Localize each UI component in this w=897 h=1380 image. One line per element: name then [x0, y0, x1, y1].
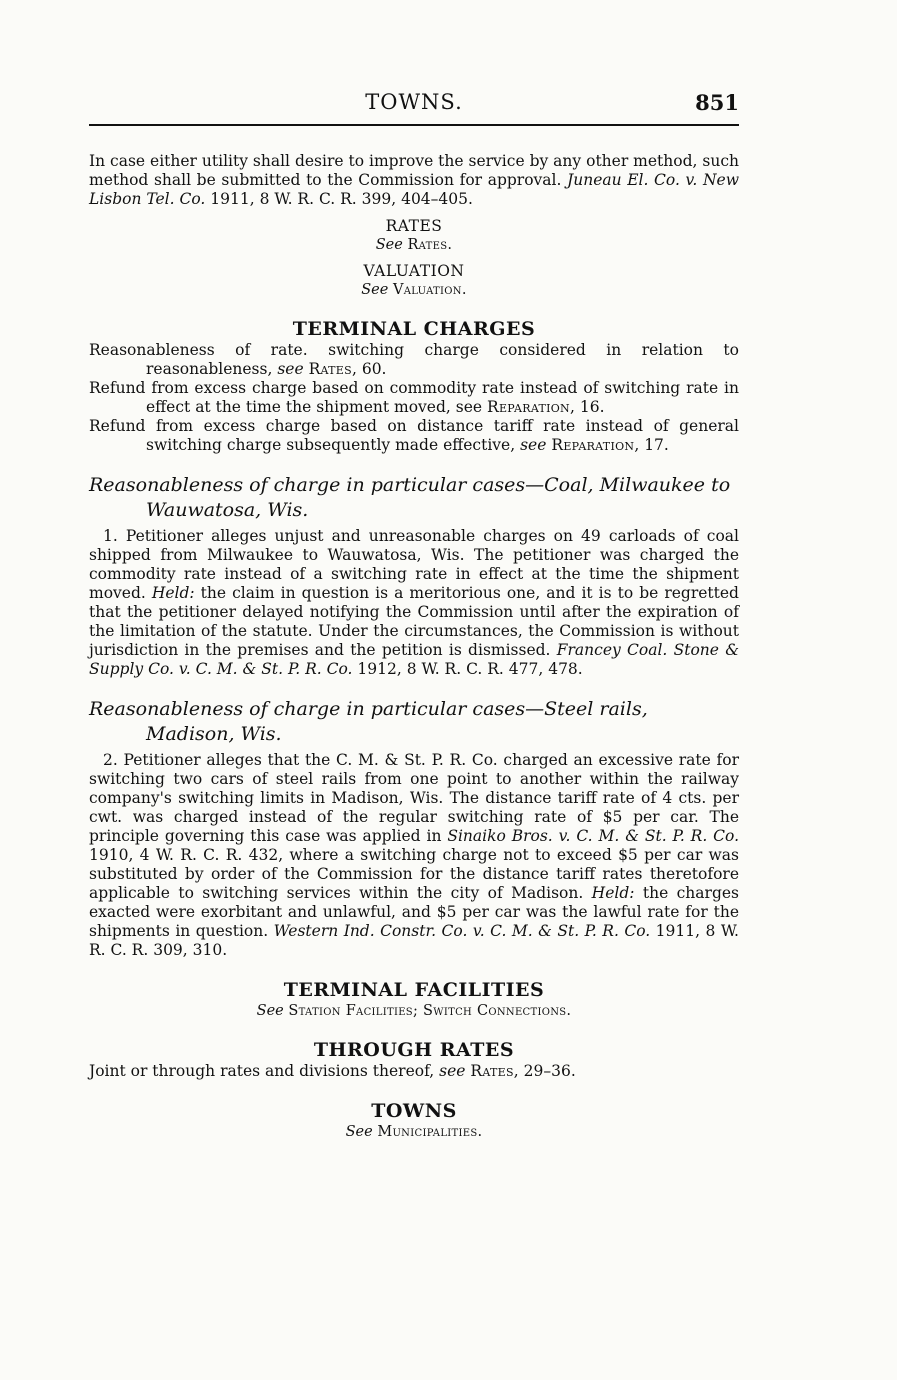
case1-citation: Francey Coal. Stone & Supply Co. v. C. M. & St. P. R. Co. [89, 641, 739, 678]
see-word: see [520, 436, 547, 454]
case-text: the charges exacted were exorbitant and unlawful, and $5 per car was the lawful rate for the shipments in question. [89, 884, 739, 940]
see-word: See [345, 1124, 373, 1140]
entry-num: , 60. [351, 360, 387, 378]
towns-see [89, 1123, 739, 1141]
running-head [89, 90, 739, 124]
valuation-ref: Valuation. [392, 282, 467, 298]
entry-ref: Reparation [551, 436, 635, 454]
see-word: See [256, 1003, 284, 1019]
case-text: 2. Petitioner alleges that the C. M. & St. P. R. Co. charged an excessive rate for switching two cars of steel rails from one point to another within the railway company's switching limits in Madison, Wis. The distance tariff rate of 4 cts. per cwt. was charged instead of the regular switching rate of $5 per car. The principle governing this case was applied in [89, 751, 739, 845]
see-word: See [361, 282, 389, 298]
case-text: 1911, 8 W. R. C. R. 309, 310. [89, 922, 739, 959]
terminal-charges-heading: TERMINAL CHARGES [292, 318, 536, 340]
intro-text: In case either utility shall desire to improve the service by any other method, such method shall be submitted to the Commission for approval. [89, 152, 739, 189]
terminal-charges-entry-1 [89, 341, 739, 379]
through-rates-heading: THROUGH RATES [313, 1039, 515, 1061]
case-text: 1910, 4 W. R. C. R. 432, where a switching charge not to exceed $5 per car was substituted by order of the Commission for the distance tariff rates theretofore applicable to switching services within the city of Madison. [89, 846, 739, 902]
towns-heading: TOWNS [371, 1100, 457, 1122]
header-rule [89, 124, 739, 126]
towns-ref: Municipalities. [377, 1124, 483, 1140]
intro-paragraph [89, 152, 739, 209]
rates-heading: RATES [385, 217, 443, 235]
through-rates-entry [89, 1062, 739, 1081]
running-title: TOWNS. [365, 90, 463, 114]
entry-text: Refund from excess charge based on distance tariff rate instead of general switching charge subsequently made effective, [89, 417, 739, 454]
terminal-facilities-ref: Station Facilities; Switch Connections. [288, 1003, 572, 1019]
page-number: 851 [695, 90, 739, 115]
entry-num: , 16. [570, 398, 605, 416]
held-label: Held: [151, 584, 195, 602]
see-word: See [375, 237, 403, 253]
case1-heading: Reasonableness of charge in particular cases—Coal, Milwaukee to Wauwatosa, Wis. [89, 474, 731, 521]
terminal-charges-entry-2 [89, 379, 739, 417]
entry-text: Joint or through rates and divisions thereof, [89, 1062, 440, 1080]
terminal-charges-entry-3 [89, 417, 739, 455]
entry-num: , 29–36. [513, 1062, 576, 1080]
entry-num: , 17. [634, 436, 669, 454]
see-word: see [439, 1062, 466, 1080]
valuation-heading: VALUATION [363, 262, 465, 280]
case2-paragraph [89, 751, 739, 960]
entry-text: Refund from excess charge based on commodity rate instead of switching rate in effect at the time the shipment moved, see [89, 379, 739, 416]
rates-ref: Rates. [407, 237, 453, 253]
terminal-facilities-see [89, 1002, 739, 1020]
case-text: 1. Petitioner alleges unjust and unreasonable charges on 49 carloads of coal shipped from Milwaukee to Wauwatosa, Wis. The petitioner was charged the commodity rate instead of a switching rate in effect at the time the shipment moved. [89, 527, 739, 602]
terminal-facilities-heading: TERMINAL FACILITIES [283, 979, 545, 1001]
case2-heading: Reasonableness of charge in particular cases—Steel rails, Madison, Wis. [89, 698, 648, 745]
through-rates-ref: Rates [470, 1062, 514, 1080]
see-word: see [277, 360, 304, 378]
intro-reference: 1911, 8 W. R. C. R. 399, 404–405. [205, 190, 473, 208]
held-label: Held: [591, 884, 635, 902]
case-text: the claim in question is a meritorious one, and it is to be regretted that the petitioner delayed notifying the Commission until after the expiration of the limitation of the statute. Under the circumstances, the Commission is without jurisdiction in the premises and the petition is dismissed. [89, 584, 739, 659]
case2-citation-1: Sinaiko Bros. v. C. M. & St. P. R. Co. [447, 827, 739, 845]
rates-see [89, 236, 739, 254]
entry-text: Reasonableness of rate. switching charge considered in relation to reasonableness, [89, 341, 739, 378]
entry-ref: Reparation [487, 398, 570, 416]
case2-citation-2: Western Ind. Constr. Co. v. C. M. & St. P. R. Co. [273, 922, 651, 940]
page [89, 90, 739, 1141]
case1-paragraph [89, 527, 739, 679]
valuation-see [89, 281, 739, 299]
entry-ref: Rates [308, 360, 352, 378]
case-text: 1912, 8 W. R. C. R. 477, 478. [352, 660, 583, 678]
intro-citation: Juneau El. Co. v. New Lisbon Tel. Co. [89, 171, 739, 208]
